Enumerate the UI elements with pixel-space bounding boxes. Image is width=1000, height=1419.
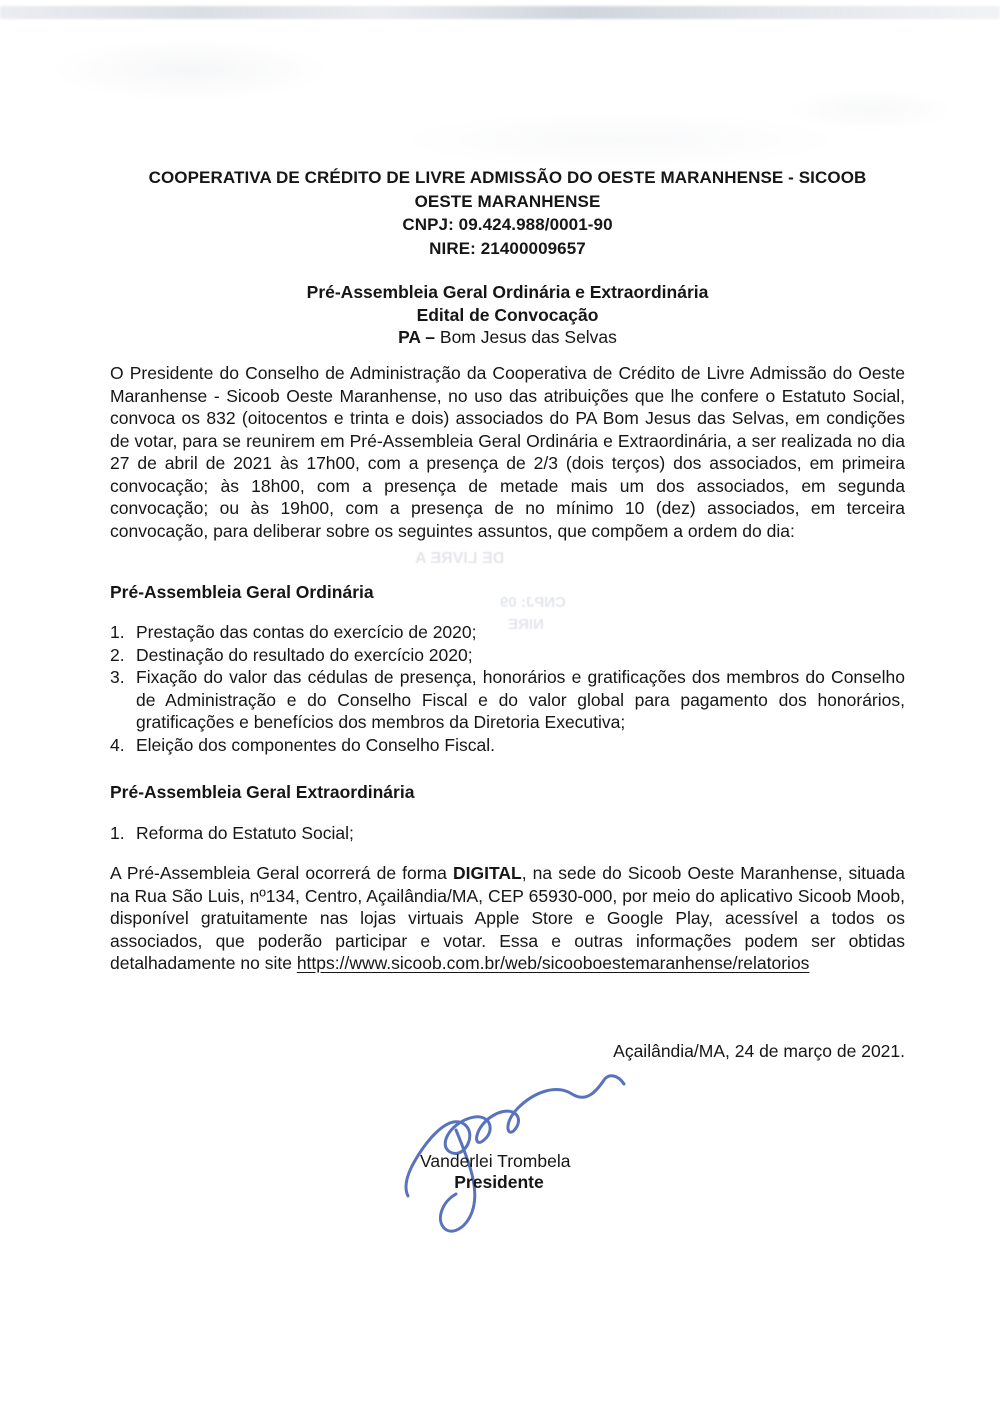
list-item-text: Fixação do valor das cédulas de presença, honorários e gratificações dos membros do Conselho de Administração e do Conselho Fiscal e do valor global para pagamento dos honorários, gratificações e benefícios dos membros da Diretoria Executiva;	[136, 667, 905, 732]
bleed-through-text: NIRE	[508, 616, 544, 633]
date-place-line: Açailândia/MA, 24 de março de 2021.	[613, 1041, 905, 1061]
list-item	[110, 621, 905, 644]
closing-text-before: A Pré-Assembleia Geral ocorrerá de forma	[110, 863, 454, 883]
cnpj-line: CNPJ: 09.424.988/0001-90	[402, 215, 613, 234]
scanner-noise-band	[0, 6, 1000, 19]
extraordinaria-list	[110, 822, 905, 845]
list-item	[110, 666, 905, 734]
list-item	[110, 822, 905, 845]
list-item-number: 3.	[110, 667, 125, 687]
org-name-line2: OESTE MARANHENSE	[414, 191, 601, 211]
list-item	[110, 644, 905, 667]
relatorios-url: https://www.sicoob.com.br/web/sicooboestemaranhense/relatorios	[296, 953, 810, 973]
list-item-text: Reforma do Estatuto Social;	[136, 823, 354, 843]
ordinaria-list	[110, 621, 905, 756]
nire-line: NIRE: 21400009657	[429, 238, 586, 258]
signer-title: Presidente	[454, 1172, 544, 1192]
list-item-number: 2.	[110, 644, 125, 665]
list-item-number: 1.	[110, 823, 125, 843]
digital-emphasis: DIGITAL	[453, 863, 522, 883]
signer-name: Vanderlei Trombela	[420, 1151, 571, 1171]
bleed-through-text: CNPJ: 09	[500, 594, 566, 611]
list-item-text: Eleição dos componentes do Conselho Fiscal.	[136, 734, 495, 755]
signature-block	[420, 1151, 578, 1193]
ordinaria-heading: Pré-Assembleia Geral Ordinária	[110, 582, 374, 602]
edital-title: Edital de Convocação	[416, 304, 599, 325]
pa-location: Bom Jesus das Selvas	[439, 327, 617, 347]
closing-text-after: , na sede do Sicoob Oeste Maranhense, situada na Rua São Luis, nº134, Centro, Açailândia/MA, CEP 65930-000, por meio do aplicativo Sicoob Moob, disponível gratuitamente nas lojas virtuais Apple Store e Google Play, acessível a todos os associados, que poderão participar e votar. Essa e outras informações podem ser obtidas detalhadamente no site	[110, 863, 905, 973]
pa-prefix: PA –	[398, 327, 440, 347]
document-header	[110, 166, 905, 260]
pa-location-line	[110, 326, 905, 349]
bleed-through-text: DE LIVRE A	[415, 550, 505, 567]
closing-paragraph	[110, 862, 905, 975]
list-item-number: 4.	[110, 734, 125, 755]
extraordinaria-heading: Pré-Assembleia Geral Extraordinária	[110, 782, 415, 802]
intro-paragraph: O Presidente do Conselho de Administração da Cooperativa de Crédito de Livre Admissão do Oeste Maranhense - Sicoob Oeste Maranhense, no uso das atribuições que lhe confere o Estatuto Social, convoca os 832 (oitocentos e trinta e dois) associados do PA Bom Jesus das Selvas, em condições de votar, para se reunirem em Pré-Assembleia Geral Ordinária e Extraordinária, a ser realizada no dia 27 de abril de 2021 às 17h00, com a presença de 2/3 (dois terços) dos associados, em primeira convocação; às 18h00, com a presença de metade mais um dos associados, em segunda convocação; ou às 19h00, com a presença de no mínimo 10 (dez) associados, em terceira convocação, para deliberar sobre os seguintes assuntos, que compõem a ordem do dia:	[110, 363, 905, 541]
list-item-text: Destinação do resultado do exercício 2020;	[136, 644, 473, 665]
list-item-text: Prestação das contas do exercício de 2020;	[136, 622, 477, 642]
list-item	[110, 734, 905, 757]
document-subheader	[110, 281, 905, 349]
assembly-title: Pré-Assembleia Geral Ordinária e Extraordinária	[306, 282, 709, 302]
org-name-line1: COOPERATIVA DE CRÉDITO DE LIVRE ADMISSÃO DO OESTE MARANHENSE - SICOOB	[148, 168, 867, 187]
list-item-number: 1.	[110, 622, 125, 642]
